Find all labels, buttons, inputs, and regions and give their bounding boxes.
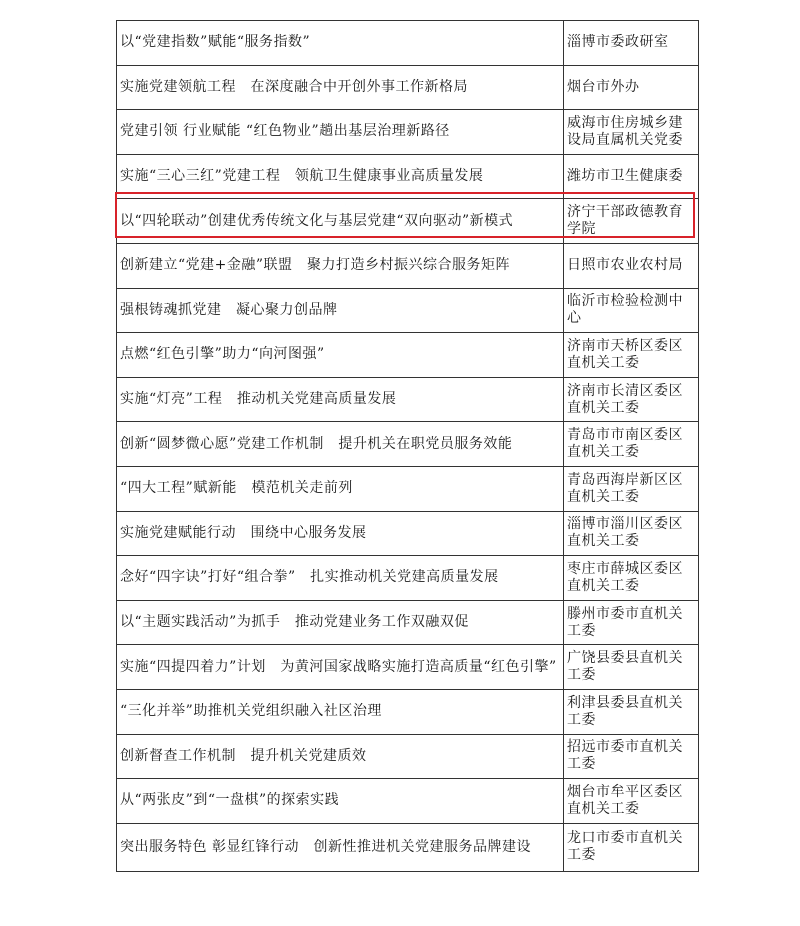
row-title: 党建引领 行业赋能 “红色物业”趟出基层治理新路径 (117, 110, 564, 155)
row-unit: 淄博市委政研室 (564, 21, 699, 66)
table-row (117, 689, 699, 734)
row-unit: 威海市住房城乡建设局直属机关党委 (564, 110, 699, 155)
table-row (117, 511, 699, 556)
table-row (117, 243, 699, 288)
table-row (117, 466, 699, 511)
row-unit: 济南市天桥区委区直机关工委 (564, 333, 699, 378)
row-unit: 青岛西海岸新区区直机关工委 (564, 466, 699, 511)
row-title: 实施“三心三红”党建工程 领航卫生健康事业高质量发展 (117, 154, 564, 199)
table-row (117, 600, 699, 645)
row-title: 创新督查工作机制 提升机关党建质效 (117, 734, 564, 779)
row-title: 从“两张皮”到“一盘棋”的探索实践 (117, 779, 564, 824)
table-row (117, 65, 699, 110)
row-title: 以“主题实践活动”为抓手 推动党建业务工作双融双促 (117, 600, 564, 645)
row-title: 强根铸魂抓党建 凝心聚力创品牌 (117, 288, 564, 333)
table-row (117, 645, 699, 690)
table-row (117, 21, 699, 66)
row-title: 点燃“红色引擎”助力“向河图强” (117, 333, 564, 378)
table-row (117, 110, 699, 155)
row-title: 创新建立“党建+金融”联盟 聚力打造乡村振兴综合服务矩阵 (117, 243, 564, 288)
table-row (117, 154, 699, 199)
award-list-table (116, 20, 699, 872)
table-row (117, 734, 699, 779)
row-title: “四大工程”赋新能 模范机关走前列 (117, 466, 564, 511)
row-unit: 济南市长清区委区直机关工委 (564, 377, 699, 422)
table-row (117, 422, 699, 467)
row-title: 实施党建赋能行动 围绕中心服务发展 (117, 511, 564, 556)
table-row (117, 377, 699, 422)
row-title: 突出服务特色 彰显红锋行动 创新性推进机关党建服务品牌建设 (117, 823, 564, 871)
row-title: “三化并举”助推机关党组织融入社区治理 (117, 689, 564, 734)
row-title: 实施党建领航工程 在深度融合中开创外事工作新格局 (117, 65, 564, 110)
row-unit: 枣庄市薛城区委区直机关工委 (564, 556, 699, 601)
row-title: 创新“圆梦微心愿”党建工作机制 提升机关在职党员服务效能 (117, 422, 564, 467)
row-unit: 临沂市检验检测中心 (564, 288, 699, 333)
row-title: 念好“四字诀”打好“组合拳” 扎实推动机关党建高质量发展 (117, 556, 564, 601)
row-unit: 广饶县委县直机关工委 (564, 645, 699, 690)
row-title: 以“四轮联动”创建优秀传统文化与基层党建“双向驱动”新模式 (117, 199, 564, 244)
row-unit: 滕州市委市直机关工委 (564, 600, 699, 645)
row-title: 实施“灯亮”工程 推动机关党建高质量发展 (117, 377, 564, 422)
table-row (117, 288, 699, 333)
table-row (117, 779, 699, 824)
row-unit: 烟台市牟平区委区直机关工委 (564, 779, 699, 824)
row-unit: 利津县委县直机关工委 (564, 689, 699, 734)
row-unit: 淄博市淄川区委区直机关工委 (564, 511, 699, 556)
row-unit: 烟台市外办 (564, 65, 699, 110)
table-row (117, 333, 699, 378)
row-title: 实施“四提四着力”计划 为黄河国家战略实施打造高质量“红色引擎” (117, 645, 564, 690)
row-unit: 日照市农业农村局 (564, 243, 699, 288)
table-row (117, 823, 699, 871)
table-row-highlighted (117, 199, 699, 244)
row-unit: 龙口市委市直机关工委 (564, 823, 699, 871)
row-unit: 招远市委市直机关工委 (564, 734, 699, 779)
table-row (117, 556, 699, 601)
row-unit: 济宁干部政德教育学院 (564, 199, 699, 244)
table-body (117, 21, 699, 872)
row-title: 以“党建指数”赋能“服务指数” (117, 21, 564, 66)
row-unit: 青岛市市南区委区直机关工委 (564, 422, 699, 467)
row-unit: 潍坊市卫生健康委 (564, 154, 699, 199)
